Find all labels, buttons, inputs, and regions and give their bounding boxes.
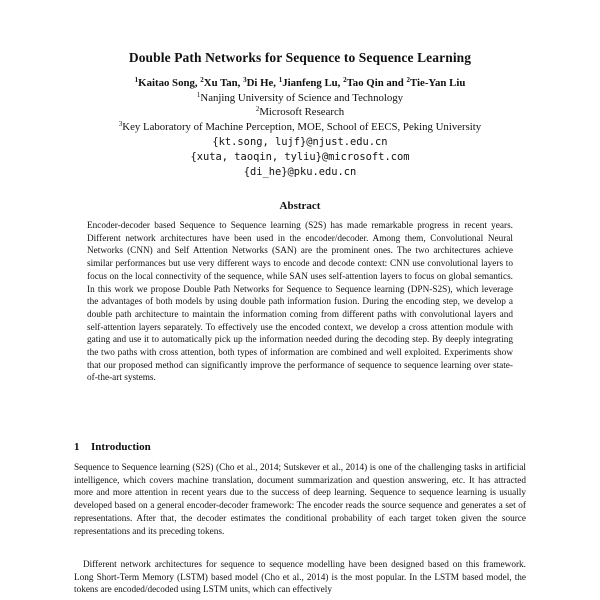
author-affiliation-mark: 2 [406,76,411,84]
affiliation-text: Microsoft Research [259,106,345,118]
author-name: Tie-Yan Liu [410,77,466,89]
author-list [0,77,600,90]
author-name: Jianfeng Lu, [282,77,344,89]
author-name: Tao Qin [346,77,384,89]
affiliation-line [0,121,600,134]
email-line: {xuta, taoqin, tyliu}@microsoft.com [190,151,410,163]
author-separator: and [383,77,407,89]
author-affiliation-mark: 2 [200,76,204,84]
author-name: Kaitao Song, [138,77,201,89]
affiliation-mark: 2 [255,105,260,113]
author-name: Di He, [246,77,279,89]
author-affiliation-mark: 3 [243,76,247,84]
affiliation-mark: 3 [118,120,123,128]
author-affiliation-mark: 1 [278,76,283,84]
abstract-heading: Abstract [279,200,321,212]
section-title: Introduction [91,441,151,453]
affiliation-mark: 1 [196,91,201,99]
author-affiliation-mark: 2 [343,76,347,84]
author-name: Xu Tan, [203,77,244,89]
body-paragraph: Sequence to Sequence learning (S2S) (Cho et al., 2014; Sutskever et al., 2014) is one of the challenging tasks in artificial intelligence, which covers machine translation, document summarization and question answering, etc. It has attracted more and more attention in recent years due to the success of deep learning. Sequence to sequence learning is usually developed based on a general encoder-decoder framework: The encoder reads the source sequence and generates a set of representations. After that, the decoder estimates the conditional probability of each target token given the source representations and its preceding tokens. [74,463,526,537]
author-affiliation-mark: 1 [134,76,139,84]
abstract-text: Encoder-decoder based Sequence to Sequence learning (S2S) has made remarkable progress in recent years. Different network architectures have been used in the encoder/decoder. Among them, Convolutional Neural Networks (CNN) and Self Attention Networks (SAN) are the prominent ones. The two architectures achieve similar performances but use very different ways to encode and decode context: CNN use convolutional layers to focus on the local connectivity of the sequence, while SAN uses self-attention layers to focus on global semantics. In this work we propose Double Path Networks for Sequence to Sequence learning (DPN-S2S), which leverage the advantages of both models by using double path information fusion. During the encoding step, we develop a double path architecture to maintain the information coming from different paths with convolutional layers and self-attention layers separately. To effectively use the encoded context, we develop a cross attention module with gating and use it to automatically pick up the information needed during the decoding step. By deeply integrating the two paths with cross attention, both types of information are combined and well exploited. Experiments show that our proposed method can significantly improve the performance of sequence to sequence learning over state-of-the-art systems. [87,221,513,384]
section-heading [74,441,151,453]
email-line: {di_he}@pku.edu.cn [243,166,357,178]
body-paragraph: Different network architectures for sequence to sequence modelling have been designed based on this framework. Long Short-Term Memory (LSTM) based model (Cho et al., 2014) is the most popular. In the LSTM based model, the tokens are encoded/decoded using LSTM units, which can effectively [74,560,526,596]
affiliation-text: Nanjing University of Science and Technology [200,92,404,104]
email-line: {kt.song, lujf}@njust.edu.cn [212,136,388,148]
affiliation-line [0,92,600,105]
section-number: 1 [74,441,80,453]
affiliation-line [0,106,600,119]
affiliation-text: Key Laboratory of Machine Perception, MOE, School of EECS, Peking University [122,121,482,133]
paper-title: Double Path Networks for Sequence to Sequence Learning [128,50,472,65]
